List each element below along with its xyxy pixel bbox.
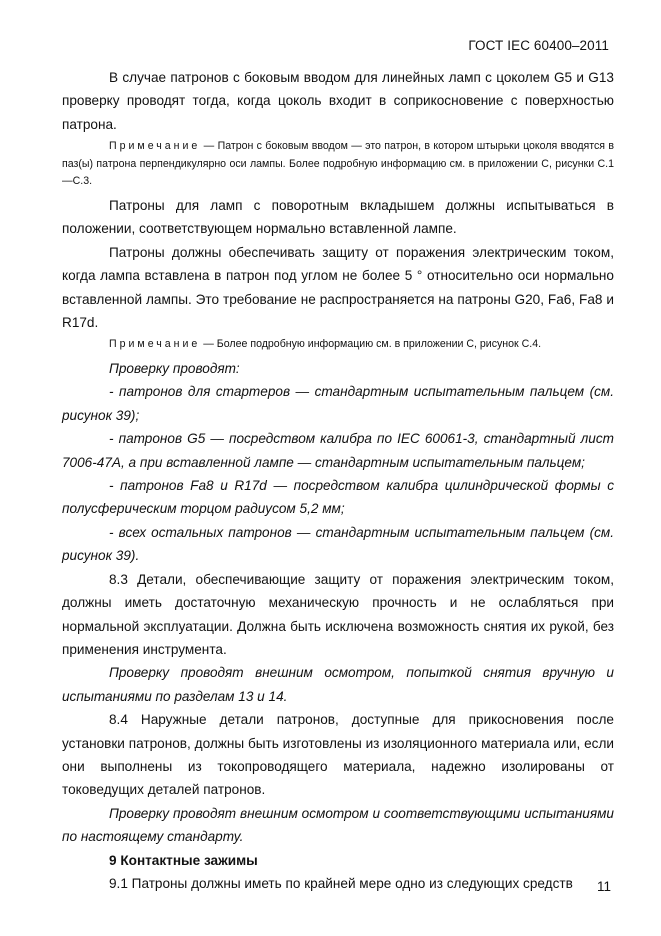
note-label: Примечание xyxy=(109,338,201,351)
check-intro: Проверку проводят: xyxy=(109,361,240,377)
bullet-fa8-r17d-holders: - патронов Fa8 и R17d — посредством калибра цилиндрической формы с полусферическим торцом радиусом 5,2 мм; xyxy=(62,478,614,517)
paragraph-9-1: 9.1 Патроны должны иметь по крайней мере одно из следующих средств xyxy=(109,875,573,891)
bullet-starter-holders: - патронов для стартеров — стандартным испытательным пальцем (см. рисунок 39); xyxy=(62,384,614,423)
note-text: — Патрон с боковым вводом — это патрон, в котором штырьки цоколя вводятся в паз(ы) патрона перпендикулярно оси лампы. Более подробную информацию см. в приложении С, рисунки С.1—С.3. xyxy=(62,140,614,188)
note-annex-c4 xyxy=(62,336,614,354)
check-8-3: Проверку проводят внешним осмотром, попыткой снятия вручную и испытаниями по разделам 13 и 14. xyxy=(62,665,614,704)
paragraph-rotary-insert: Патроны для ламп с поворотным вкладышем должны испытываться в положении, соответствующем нормально вставленной лампе. xyxy=(62,198,614,237)
section-heading-9: 9 Контактные зажимы xyxy=(109,852,258,868)
note-text: — Более подробную информацию см. в приложении С, рисунок С.4. xyxy=(200,338,542,351)
paragraph-8-3: 8.3 Детали, обеспечивающие защиту от поражения электрическим током, должны иметь достаточную механическую прочность и не ослабляться при нормальной эксплуатации. Должна быть исключена возможность снятия их рукой, без применения инструмента. xyxy=(62,571,614,657)
page-number: 11 xyxy=(596,879,611,894)
note-side-entry xyxy=(62,138,614,191)
check-8-4: Проверку проводят внешним осмотром и соответствующими испытаниями по настоящему стандарту. xyxy=(62,805,614,845)
paragraph-shock-protection: Патроны должны обеспечивать защиту от поражения электрическим током, когда лампа вставлена в патрон под углом не более 5 ° относительно оси нормально вставленной лампы. Это требование не распространяется на патроны G20, Fa6, Fa8 и R17d. xyxy=(62,244,614,331)
page-content xyxy=(62,66,614,895)
note-label: Примечание xyxy=(109,140,201,153)
bullet-other-holders: - всех остальных патронов — стандартным испытательным пальцем (см. рисунок 39). xyxy=(62,524,614,564)
paragraph-side-entry: В случае патронов с боковым вводом для линейных ламп с цоколем G5 и G13 проверку проводят тогда, когда цоколь входит в соприкосновение с поверхностью патрона. xyxy=(62,70,614,132)
bullet-g5-holders: - патронов G5 — посредством калибра по IEC 60061-3, стандартный лист 7006-47А, а при вставленной лампе — стандартным испытательным пальцем; xyxy=(62,431,614,470)
paragraph-8-4: 8.4 Наружные детали патронов, доступные для прикосновения после установки патронов, должны быть изготовлены из изоляционного материала или, если они выполнены из токопроводящего материала, надежно изолированы от токоведущих деталей патронов. xyxy=(62,712,614,798)
standard-header: ГОСТ IEC 60400–2011 xyxy=(468,38,609,53)
